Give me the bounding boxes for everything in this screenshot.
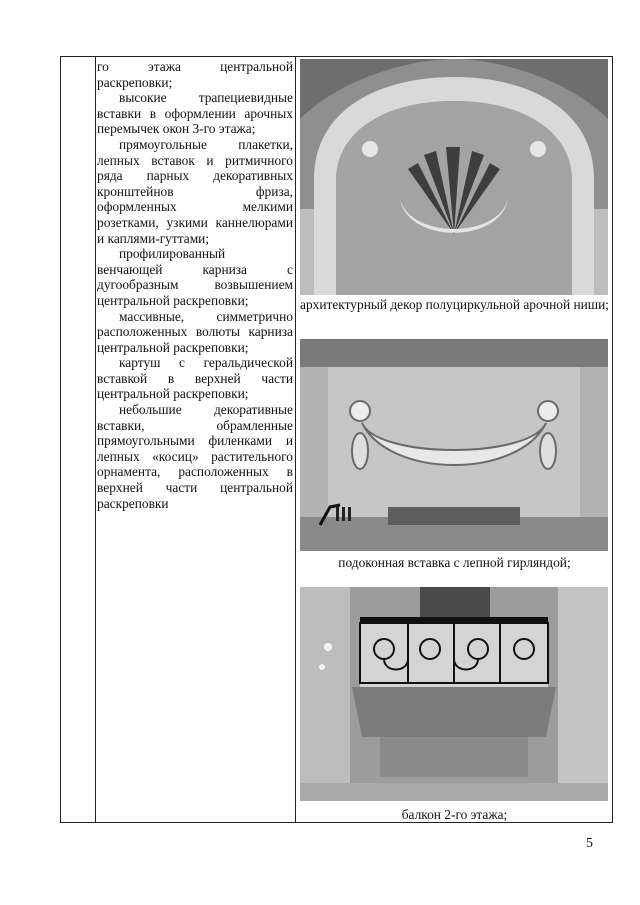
figure-caption: архитектурный декор полуциркульной арочной ниши; [300, 297, 609, 312]
page-number: 5 [586, 836, 593, 851]
description-column [97, 59, 293, 511]
description-paragraph: профилированный венчающей карниза с дугообразным возвышением центральной раскреповки; [97, 246, 293, 308]
figure-caption: балкон 2-го этажа; [401, 807, 508, 822]
description-paragraph: го этажа центральной раскреповки; [97, 59, 293, 90]
column-divider [95, 57, 96, 822]
content-table [60, 56, 613, 823]
description-paragraph: прямоугольные плакетки, лепных вставок и ритмичного ряда парных декоративных кронштейнов фриза, оформленных мелкими розетками, узкими каннелюрами и каплями-гуттами; [97, 136, 293, 246]
column-divider [295, 57, 296, 822]
description-paragraph: массивные, симметрично расположенных волюты карниза центральной раскреповки; [97, 308, 293, 355]
figure-caption: подоконная вставка с лепной гирляндой; [338, 555, 571, 570]
description-paragraph: небольшие декоративные вставки, обрамленные прямоугольными филенками и лепных «косиц» растительного орнамента, расположенных в верхней части центральной раскреповки [97, 402, 293, 511]
balcony-photo [300, 587, 608, 801]
arch-niche-photo [300, 59, 608, 295]
garland-panel-photo [300, 339, 608, 551]
description-paragraph: картуш с геральдической вставкой в верхней части центральной раскреповки; [97, 355, 293, 402]
description-paragraph: высокие трапециевидные вставки в оформлении арочных перемычек окон 3-го этажа; [97, 90, 293, 137]
